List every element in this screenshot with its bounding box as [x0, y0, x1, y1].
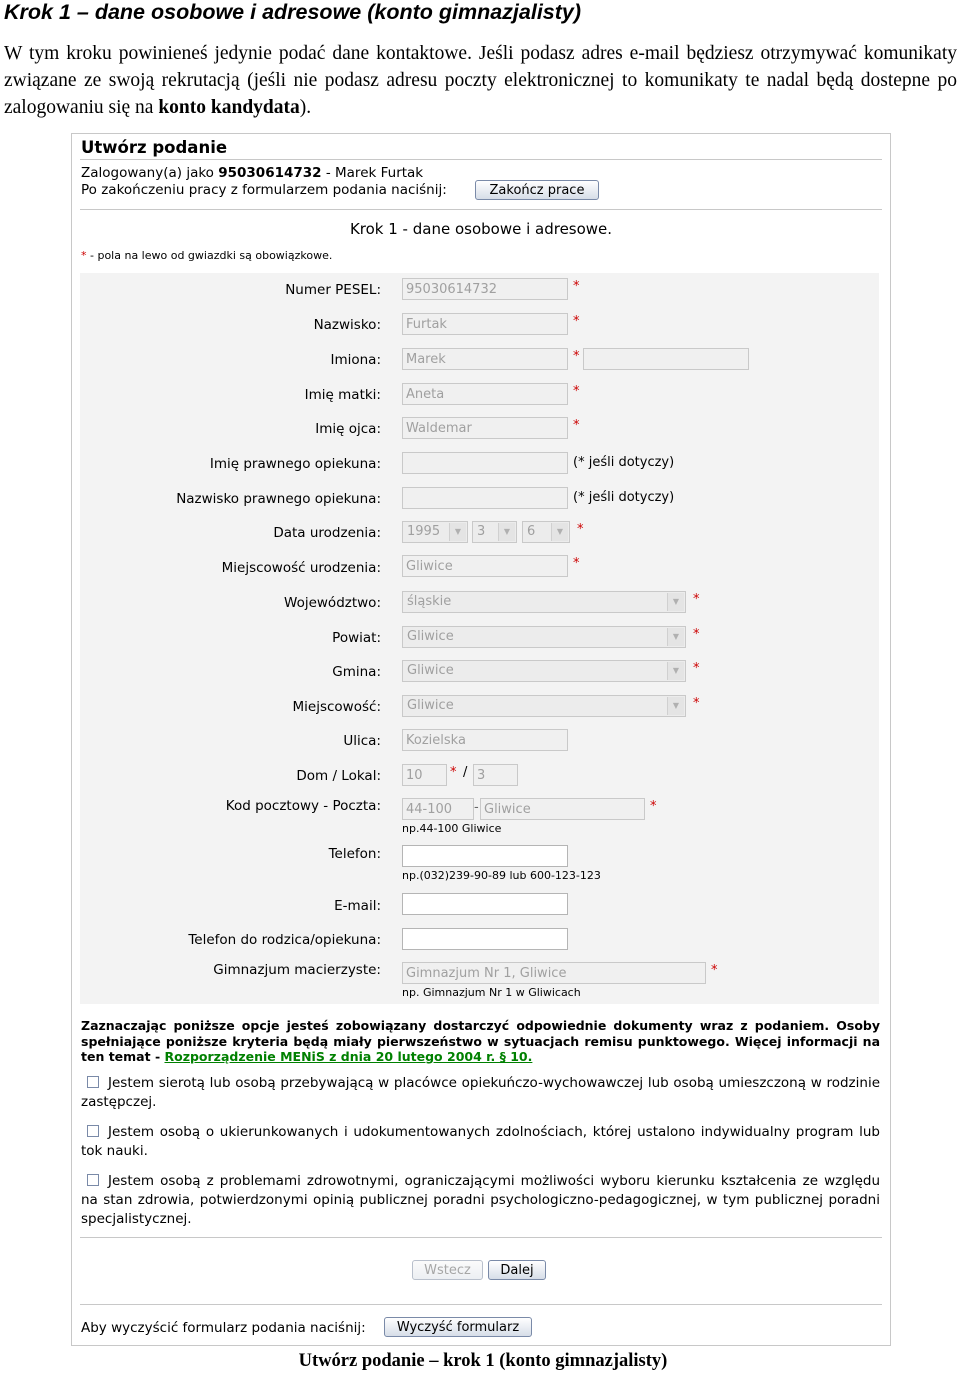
email-label: E-mail: — [334, 898, 381, 914]
surname-field[interactable] — [402, 313, 568, 335]
father-name-label: Imię ojca: — [315, 421, 381, 437]
paragraph-bold-text: konto kandydata — [158, 97, 300, 118]
header-divider — [80, 209, 882, 210]
phone-label: Telefon: — [328, 846, 381, 862]
first-names-label: Imiona: — [330, 352, 381, 368]
required-note — [81, 249, 332, 262]
clear-form-button[interactable]: Wyczyść formularz — [384, 1317, 532, 1337]
county-value: Gliwice — [407, 629, 454, 644]
mother-name-label: Imię matki: — [304, 387, 381, 403]
post-office-field[interactable] — [480, 798, 645, 820]
title-divider — [80, 159, 882, 160]
form-screenshot — [71, 133, 891, 1346]
checkbox-label: Jestem sierotą lub osobą przebywającą w placówce opiekuńczo-wychowawczej lub osobą umieszczoną w rodzinie zastępczej. — [81, 1075, 880, 1110]
parent-phone-label: Telefon do rodzica/opiekuna: — [188, 932, 381, 948]
required-marker: * — [650, 799, 657, 814]
talented-checkbox[interactable] — [87, 1125, 99, 1137]
chevron-down-icon: ▼ — [551, 523, 568, 541]
birth-day-select[interactable] — [522, 521, 570, 543]
required-marker: * — [711, 963, 718, 978]
document-heading: Krok 1 – dane osobowe i adresowe (konto gimnazjalisty) — [4, 0, 582, 24]
locality-label: Miejscowość: — [292, 699, 381, 715]
document-paragraph — [4, 40, 957, 121]
guardian-name-note: (* jeśli dotyczy) — [573, 455, 675, 470]
surname-label: Nazwisko: — [313, 317, 381, 333]
father-name-field[interactable] — [402, 417, 568, 439]
required-marker: * — [450, 765, 457, 780]
birth-date-label: Data urodzenia: — [273, 525, 381, 541]
birth-year-value: 1995 — [407, 524, 441, 539]
street-field[interactable] — [402, 729, 568, 751]
birth-day-value: 6 — [527, 524, 536, 539]
commune-value: Gliwice — [407, 663, 454, 678]
flat-number-field[interactable] — [473, 764, 518, 786]
checkbox-label: Jestem osobą z problemami zdrowotnymi, ograniczającymi możliwości wyboru kierunku kształcenia ze względu na stan zdrowia, potwierdzonymi opinią publicznej poradni psychologiczno-pedagogicznej, w tym publicznej poradni specjalistycznej. — [81, 1173, 880, 1227]
required-marker: * — [693, 696, 700, 711]
figure-caption: Utwórz podanie – krok 1 (konto gimnazjalisty) — [298, 1351, 668, 1371]
commune-label: Gmina: — [332, 664, 381, 680]
nav-divider — [80, 1237, 882, 1238]
required-marker: * — [573, 279, 580, 294]
locality-select[interactable] — [402, 695, 686, 717]
county-select[interactable] — [402, 626, 686, 648]
chevron-down-icon: ▼ — [498, 523, 515, 541]
required-marker: * — [693, 627, 700, 642]
postal-hint: np.44-100 Gliwice — [402, 822, 502, 835]
checkbox-health — [81, 1172, 880, 1229]
logged-in-info — [81, 165, 423, 181]
regulation-link[interactable]: Rozporządzenie MENiS z dnia 20 lutego 2004 r. § 10. — [164, 1049, 533, 1064]
school-label: Gimnazjum macierzyste: — [213, 962, 381, 978]
chevron-down-icon: ▼ — [449, 523, 466, 541]
phone-field[interactable] — [402, 845, 568, 867]
postal-label: Kod pocztowy - Poczta: — [225, 798, 381, 814]
email-field[interactable] — [402, 893, 568, 915]
required-marker: * — [693, 661, 700, 676]
clear-divider — [80, 1304, 882, 1305]
paragraph-end: ). — [299, 97, 312, 118]
required-marker: * — [573, 418, 580, 433]
birth-month-select[interactable] — [472, 521, 517, 543]
voivodeship-select[interactable] — [402, 591, 686, 613]
chevron-down-icon: ▼ — [667, 593, 684, 611]
school-field[interactable] — [402, 962, 706, 984]
chevron-down-icon: ▼ — [667, 628, 684, 646]
required-note-text: - pola na lewo od gwiazdki są obowiązkowe. — [86, 249, 333, 262]
finish-info: Po zakończeniu pracy z formularzem podania naciśnij: — [81, 182, 447, 198]
checkbox-orphan — [81, 1074, 880, 1112]
guardian-surname-field[interactable] — [402, 487, 568, 509]
priority-notice — [81, 1018, 880, 1065]
chevron-down-icon: ▼ — [667, 662, 684, 680]
birth-month-value: 3 — [477, 524, 486, 539]
required-marker: * — [573, 556, 580, 571]
notice-text: Zaznaczając poniższe opcje jesteś zobowiązany dostarczyć odpowiednie dokumenty wraz z podaniem. Osoby spełniające poniższe kryteria będą miały pierwszeństwo w sytuacjach remisu punktowego. Więcej informacji na ten temat - — [81, 1018, 880, 1064]
required-marker: * — [693, 592, 700, 607]
locality-value: Gliwice — [407, 698, 454, 713]
required-star: * — [81, 249, 87, 262]
step-title: Krok 1 - dane osobowe i adresowe. — [349, 220, 613, 238]
school-hint: np. Gimnazjum Nr 1 w Gliwicach — [402, 986, 581, 999]
street-label: Ulica: — [343, 733, 381, 749]
voivodeship-label: Województwo: — [284, 595, 381, 611]
first-name-field[interactable] — [402, 348, 568, 370]
birth-place-field[interactable] — [402, 555, 568, 577]
commune-select[interactable] — [402, 660, 686, 682]
guardian-name-field[interactable] — [402, 452, 568, 474]
county-label: Powiat: — [332, 630, 381, 646]
required-marker: * — [573, 349, 580, 364]
guardian-surname-note: (* jeśli dotyczy) — [573, 490, 675, 505]
parent-phone-field[interactable] — [402, 928, 568, 950]
phone-hint: np.(032)239-90-89 lub 600-123-123 — [402, 869, 601, 882]
chevron-down-icon: ▼ — [667, 697, 684, 715]
logged-user-id: 95030614732 — [218, 165, 322, 181]
required-marker: * — [573, 384, 580, 399]
pesel-field[interactable] — [402, 278, 568, 300]
birth-place-label: Miejscowość urodzenia: — [221, 560, 381, 576]
house-label: Dom / Lokal: — [296, 768, 381, 784]
required-marker: * — [573, 314, 580, 329]
next-button[interactable]: Dalej — [488, 1260, 546, 1280]
form-title: Utwórz podanie — [81, 138, 228, 157]
health-checkbox[interactable] — [87, 1174, 99, 1186]
mother-name-field[interactable] — [402, 383, 568, 405]
required-marker: * — [577, 522, 584, 537]
guardian-surname-label: Nazwisko prawnego opiekuna: — [176, 491, 381, 507]
logged-user-name: - Marek Furtak — [321, 165, 424, 181]
house-number-field[interactable] — [402, 764, 447, 786]
checkbox-talented — [81, 1123, 880, 1161]
birth-year-select[interactable] — [402, 521, 468, 543]
postal-code-field[interactable] — [402, 798, 474, 820]
paragraph-text: W tym kroku powinieneś jedynie podać dane kontaktowe. Jeśli podasz adres e-mail będziesz otrzymywać komunikaty związane ze swoją rekrutacją (jeśli nie podasz adresu poczty elektronicznej to komunikaty te nadal będą dostepne po zalogowaniu się na — [4, 43, 957, 118]
logged-prefix: Zalogowany(a) jako — [81, 165, 219, 181]
voivodeship-value: śląskie — [407, 594, 452, 609]
form-fields-area — [80, 273, 879, 1004]
pesel-label: Numer PESEL: — [285, 282, 381, 298]
house-flat-separator: / — [463, 765, 468, 780]
orphan-checkbox[interactable] — [87, 1076, 99, 1088]
postal-dash: - — [474, 800, 479, 815]
second-name-field[interactable] — [583, 348, 749, 370]
clear-info: Aby wyczyścić formularz podania naciśnij: — [81, 1320, 366, 1336]
finish-button[interactable]: Zakończ prace — [475, 180, 599, 200]
guardian-name-label: Imię prawnego opiekuna: — [209, 456, 381, 472]
checkbox-label: Jestem osobą o ukierunkowanych i udokumentowanych zdolnościach, której ustalono indywidualny program lub tok nauki. — [81, 1124, 880, 1159]
back-button[interactable]: Wstecz — [412, 1260, 483, 1280]
